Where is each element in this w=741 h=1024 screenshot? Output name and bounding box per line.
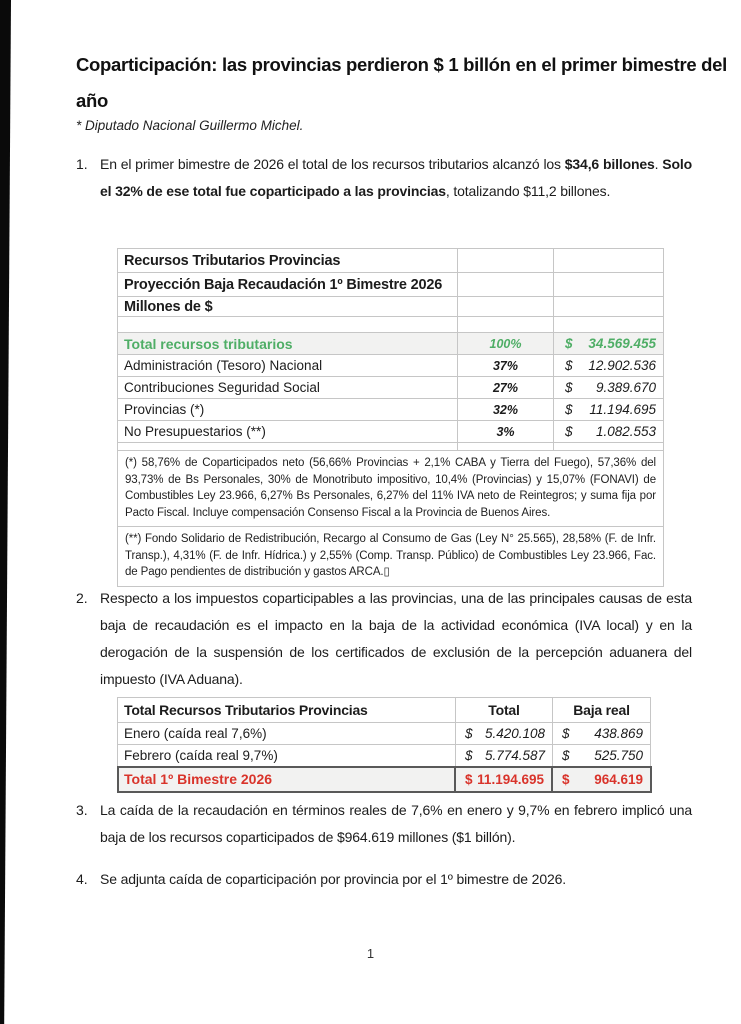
list-text: La caída de la recaudación en términos reales de 7,6% en enero y 9,7% en febrero implicó una baja de los recursos coparticipados de $964.619 millones ($1 billón). (100, 802, 692, 845)
row-percent: 100% (458, 333, 554, 355)
row-amount (554, 399, 664, 421)
amount-value: 5.420.108 (484, 726, 545, 741)
column-header: Total (456, 698, 553, 723)
currency-symbol: $ (565, 380, 573, 395)
row-label: Total 1º Bimestre 2026 (118, 767, 456, 792)
amount-value: 1.082.553 (595, 424, 656, 439)
scan-edge (0, 0, 11, 1024)
currency-symbol: $ (562, 748, 570, 763)
table-footnote-1: (*) 58,76% de Coparticipados neto (56,66% Provincias + 2,1% CABA y Tierra del Fuego), 57,36% del 93,73% de Bs Personales, 30% de Monotributo impositivo, 10,4% (Provincias) y 15,07% (FONAVI) de Combustibles Ley 23.966, 6,27% Bs Personales, 6,27% del 11% IVA neto de Reintegros; y suma fija por Pacto Fiscal. Incluye compensación Consenso Fiscal a la Provincia de Buenos Aires. (118, 451, 664, 527)
table-row (118, 421, 664, 443)
text-run-bold: $34,6 billones (564, 156, 655, 172)
empty-cell (458, 443, 554, 451)
table-footnote-2: (**) Fondo Solidario de Redistribución, Recargo al Consumo de Gas (Ley N° 25.565), 28,58% (F. de Infr. Transp.), 4,31% (F. de Infr. Hídrica.) y 2,55% (Comp. Transp. Público) de Combustibles Ley 23.966, Fac. de Pago pendientes de distribución y gastos ARCA.▯ (118, 527, 664, 587)
table-title: Recursos Tributarios Provincias (118, 249, 458, 273)
currency-symbol: $ (565, 336, 573, 351)
column-header: Total Recursos Tributarios Provincias (118, 698, 456, 723)
table-row (118, 399, 664, 421)
currency-symbol: $ (465, 726, 473, 741)
table-subtitle: Proyección Baja Recaudación 1º Bimestre 2026 (118, 273, 458, 297)
text-run: , totalizando $11,2 billones. (445, 183, 611, 199)
empty-cell (554, 317, 664, 333)
row-percent: 37% (458, 355, 554, 377)
table-baja-real (117, 697, 651, 792)
row-amount (554, 333, 664, 355)
empty-cell (554, 443, 664, 451)
row-percent: 27% (458, 377, 554, 399)
amount-value: 525.750 (594, 748, 643, 763)
row-baja-real (553, 745, 651, 767)
row-amount (554, 355, 664, 377)
text-run-bold: Solo el 32% de ese total fue coparticipado a las provincias (100, 156, 692, 199)
table-row (118, 355, 664, 377)
row-amount (554, 421, 664, 443)
column-header: Baja real (553, 698, 651, 723)
amount-value: 964.619 (594, 771, 643, 787)
list-number: 3. (76, 802, 88, 818)
page-title: Coparticipación: las provincias perdieron $ 1 billón en el primer bimestre del año (76, 54, 728, 111)
table-row (118, 723, 651, 745)
amount-value: 34.569.455 (588, 336, 656, 351)
empty-cell (554, 297, 664, 317)
row-percent: 3% (458, 421, 554, 443)
row-total (456, 745, 553, 767)
row-label: Administración (Tesoro) Nacional (118, 355, 458, 377)
list-number: 2. (76, 590, 88, 606)
empty-cell (118, 443, 458, 451)
amount-value: 11.194.695 (477, 771, 544, 787)
list-text (100, 151, 692, 205)
table-units: Millones de $ (118, 297, 458, 317)
row-label: Total recursos tributarios (118, 333, 458, 355)
table-row-total (118, 333, 664, 355)
table-header-row (118, 273, 664, 297)
empty-cell (554, 249, 664, 273)
empty-cell (554, 273, 664, 297)
row-total (456, 723, 553, 745)
table-header-row (118, 249, 664, 273)
empty-cell (458, 317, 554, 333)
currency-symbol: $ (565, 424, 573, 439)
currency-symbol: $ (465, 748, 473, 763)
empty-cell (458, 273, 554, 297)
row-baja-real (553, 723, 651, 745)
empty-cell (458, 297, 554, 317)
list-text: Respecto a los impuestos coparticipables a las provincias, una de las principales causas de esta baja de recaudación es el impacto en la baja de la actividad económica (IVA local) y en la derogación de la suspensión de los certificados de exclusión de la percepción aduanera del impuesto (IVA Aduana). (100, 590, 692, 687)
list-text: Se adjunta caída de coparticipación por provincia por el 1º bimestre de 2026. (100, 871, 566, 887)
amount-value: 9.389.670 (595, 380, 656, 395)
amount-value: 12.902.536 (588, 358, 656, 373)
table-row (118, 745, 651, 767)
table-header-row (118, 297, 664, 317)
spacer-row (118, 317, 664, 333)
amount-value: 5.774.587 (484, 748, 545, 763)
list-item-4 (76, 866, 692, 893)
table-row (118, 377, 664, 399)
currency-symbol: $ (565, 402, 573, 417)
list-number: 1. (76, 156, 88, 172)
currency-symbol: $ (465, 771, 473, 787)
row-label: Provincias (*) (118, 399, 458, 421)
list-item-3 (76, 797, 692, 851)
row-total (456, 767, 553, 792)
table-recursos-tributarios (117, 248, 664, 587)
list-item-1 (76, 151, 692, 205)
list-item-2 (76, 585, 692, 693)
row-baja-real (553, 767, 651, 792)
table-row-total (118, 767, 651, 792)
row-amount (554, 377, 664, 399)
currency-symbol: $ (565, 358, 573, 373)
currency-symbol: $ (562, 726, 570, 741)
row-label: Enero (caída real 7,6%) (118, 723, 456, 745)
list-number: 4. (76, 871, 88, 887)
page-number: 1 (366, 946, 375, 961)
row-percent: 32% (458, 399, 554, 421)
empty-cell (458, 249, 554, 273)
table-header-row (118, 698, 651, 723)
currency-symbol: $ (562, 771, 570, 787)
text-run: En el primer bimestre de 2026 el total de los recursos tributarios alcanzó los (100, 156, 565, 172)
amount-value: 11.194.695 (589, 402, 656, 417)
empty-cell (118, 317, 458, 333)
byline: * Diputado Nacional Guillermo Michel. (76, 118, 304, 133)
row-label: Febrero (caída real 9,7%) (118, 745, 456, 767)
spacer-row (118, 443, 664, 451)
text-run: . (654, 156, 663, 172)
row-label: Contribuciones Seguridad Social (118, 377, 458, 399)
row-label: No Presupuestarios (**) (118, 421, 458, 443)
amount-value: 438.869 (594, 726, 643, 741)
